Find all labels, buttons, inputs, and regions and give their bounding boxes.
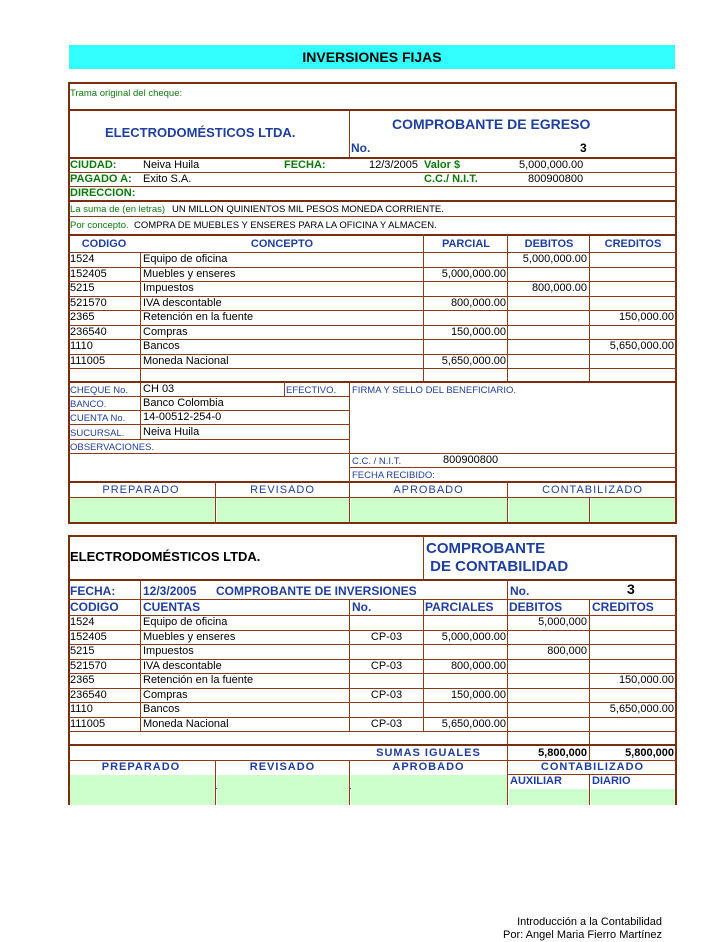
cell-credito: 5,650,000.00	[609, 703, 674, 715]
cell-parcial: 800,000.00	[450, 296, 506, 309]
contab-firma-diario-box	[591, 789, 675, 805]
cell-parcial: 150,000.00	[450, 688, 506, 701]
firma-label: FIRMA Y SELLO DEL BENEFICIARIO.	[352, 385, 517, 396]
col-concepto: CONCEPTO	[250, 238, 314, 250]
contab-col-parciales: PARCIALES	[425, 600, 494, 614]
cell-debito: 5,000,000	[538, 616, 587, 628]
cell-codigo: 5215	[70, 282, 95, 294]
cc2-value: 800900800	[443, 454, 499, 466]
suma-value: UN MILLON QUINIENTOS MIL PESOS MONEDA CORRIENTE.	[172, 204, 444, 215]
cc-label: C.C./ N.I.T.	[424, 173, 478, 185]
valor-value: 5,000,000.00	[519, 159, 584, 171]
cell-no: CP-03	[370, 630, 403, 643]
cell-codigo: 2365	[70, 311, 95, 323]
cell-codigo: 1524	[70, 616, 95, 628]
footer-line2: Por: Angel Maria Fierro Martínez	[503, 929, 662, 941]
col-codigo: CODIGO	[81, 238, 127, 250]
egreso-company: ELECTRODOMÉSTICOS LTDA.	[105, 125, 296, 140]
contab-no-label: No.	[510, 584, 530, 598]
contab-no-value: 3	[627, 581, 635, 597]
col-debitos: DEBITOS	[524, 238, 574, 250]
contab-preparado: PREPARADO	[101, 761, 181, 773]
cell-concepto: Equipo de oficina	[143, 253, 228, 265]
cell-parcial: 5,650,000.00	[441, 354, 506, 367]
firma-aprobado-box	[351, 498, 507, 522]
cell-codigo: 521570	[70, 659, 107, 672]
cell-codigo: 2365	[70, 674, 95, 686]
cell-codigo: 236540	[70, 325, 107, 338]
cuenta-value: 14-00512-254-0	[143, 411, 222, 423]
cell-debito: 800,000	[547, 645, 587, 657]
cell-debito: 800,000.00	[531, 282, 587, 294]
firma-contab-1-box	[509, 498, 589, 522]
cell-cuenta: Impuestos	[143, 645, 194, 657]
suma-label: La suma de (en letras)	[70, 204, 166, 215]
contab-fecha-value: 12/3/2005	[143, 584, 197, 598]
footer-line1: Introducción a la Contabilidad	[517, 916, 662, 928]
cuenta-label: CUENTA No.	[70, 413, 126, 424]
cell-credito: 150,000.00	[618, 674, 674, 686]
pagado-label: PAGADO A:	[70, 173, 132, 185]
contab-firma-aprobado-box	[351, 775, 507, 805]
egreso-doc-title: COMPROBANTE DE EGRESO	[392, 116, 591, 132]
cell-codigo: 152405	[70, 630, 107, 643]
trama-label: Trama original del cheque:	[70, 88, 183, 99]
cell-parcial: 5,000,000.00	[441, 630, 506, 643]
cell-concepto: IVA descontable	[143, 296, 222, 309]
col-parcial: PARCIAL	[441, 238, 491, 250]
sumas-credito: 5,800,000	[625, 747, 674, 759]
sumas-label: SUMAS IGUALES	[376, 747, 481, 759]
col-creditos: CREDITOS	[604, 238, 662, 250]
contab-doc-title-1: COMPROBANTE	[426, 540, 546, 557]
concepto-value: COMPRA DE MUEBLES Y ENSERES PARA LA OFICINA Y ALMACEN.	[134, 220, 437, 231]
cell-concepto: Moneda Nacional	[143, 354, 229, 367]
pagado-value: Exito S.A.	[143, 173, 192, 185]
contab-company: ELECTRODOMÉSTICOS LTDA.	[70, 549, 261, 564]
cell-no: CP-03	[370, 659, 403, 672]
cell-cuenta: Muebles y enseres	[143, 630, 236, 643]
cell-codigo: 1524	[70, 253, 95, 265]
concepto-label: Por concepto.	[70, 220, 129, 231]
contab-firma-revisado-box	[217, 775, 349, 805]
cell-cuenta: Retención en la fuente	[143, 674, 254, 686]
banco-label: BANCO.	[70, 399, 107, 410]
contab-revisado: REVISADO	[249, 761, 316, 773]
cell-cuenta: Moneda Nacional	[143, 717, 229, 730]
cell-no: CP-03	[370, 688, 403, 701]
cell-concepto: Compras	[143, 325, 188, 338]
cell-parcial: 5,000,000.00	[441, 267, 506, 280]
cell-codigo: 1110	[70, 340, 93, 352]
fecha-value: 12/3/2005	[369, 159, 418, 171]
cell-codigo: 5215	[70, 645, 95, 657]
observaciones-label: OBSERVACIONES.	[70, 442, 155, 453]
banco-value: Banco Colombia	[143, 397, 224, 409]
sumas-debito: 5,800,000	[538, 747, 587, 759]
fecha-label: FECHA:	[284, 159, 326, 171]
cheque-label: CHEQUE No.	[70, 385, 129, 396]
cell-debito: 5,000,000.00	[522, 253, 587, 265]
valor-label: Valor $	[424, 159, 461, 171]
cell-codigo: 236540	[70, 688, 107, 701]
cell-codigo: 152405	[70, 267, 107, 280]
cc2-label: C.C. / N.I.T.	[352, 456, 402, 467]
contab-contabilizado: CONTABILIZADO	[540, 761, 645, 773]
egreso-no-label: No.	[351, 141, 371, 155]
fecha-recibido-label: FECHA RECIBIDO:	[352, 470, 435, 481]
cell-parcial: 150,000.00	[450, 325, 506, 338]
cell-cuenta: IVA descontable	[143, 659, 222, 672]
contab-aprobado: APROBADO	[392, 761, 465, 773]
ciudad-value: Neiva Huila	[143, 159, 200, 171]
contab-comp-label: COMPROBANTE DE INVERSIONES	[216, 584, 417, 598]
egreso-revisado: REVISADO	[250, 484, 315, 496]
contab-col-creditos: CREDITOS	[592, 600, 654, 614]
contab-col-codigo: CODIGO	[70, 600, 119, 614]
egreso-contabilizado: CONTABILIZADO	[542, 484, 643, 496]
contab-col-no: No.	[352, 600, 372, 614]
cell-parcial: 5,650,000.00	[441, 717, 506, 730]
cheque-value: CH 03	[143, 383, 175, 395]
cell-codigo: 521570	[70, 296, 107, 309]
cell-cuenta: Compras	[143, 688, 188, 701]
firma-revisado-box	[217, 498, 349, 522]
contab-col-debitos: DEBITOS	[509, 600, 563, 614]
cell-concepto: Impuestos	[143, 282, 194, 294]
cell-concepto: Muebles y enseres	[143, 267, 236, 280]
egreso-aprobado: APROBADO	[393, 484, 464, 496]
firma-contab-2-box	[591, 498, 675, 522]
cell-credito: 150,000.00	[618, 311, 674, 323]
page-title: INVERSIONES FIJAS	[302, 49, 442, 65]
egreso-preparado: PREPARADO	[102, 484, 180, 496]
cell-codigo: 1110	[70, 703, 93, 715]
cc-value: 800900800	[528, 173, 584, 185]
sucursal-value: Neiva Huila	[143, 426, 200, 438]
egreso-no-value: 3	[580, 141, 587, 155]
ciudad-label: CIUDAD:	[70, 159, 117, 171]
cell-codigo: 111005	[70, 717, 106, 730]
contab-fecha-label: FECHA:	[70, 584, 116, 598]
cell-parcial: 800,000.00	[450, 659, 506, 672]
sucursal-label: SUCURSAL.	[70, 428, 125, 439]
contab-firma-auxiliar-box	[509, 789, 589, 805]
contab-auxiliar: AUXILIAR	[510, 775, 562, 787]
cell-concepto: Bancos	[143, 340, 180, 352]
firma-preparado-box	[70, 498, 215, 522]
cell-codigo: 111005	[70, 354, 106, 367]
contab-diario: DIARIO	[592, 775, 631, 787]
cell-no: CP-03	[370, 717, 403, 730]
direccion-label: DIRECCION:	[70, 187, 136, 199]
contab-doc-title-2: DE CONTABILIDAD	[426, 558, 569, 575]
cell-credito: 5,650,000.00	[609, 340, 674, 352]
contab-col-cuentas: CUENTAS	[143, 600, 201, 614]
contab-firma-preparado-box	[70, 775, 215, 805]
cell-cuenta: Equipo de oficina	[143, 616, 228, 628]
efectivo-label: EFECTIVO.	[286, 385, 337, 396]
cell-concepto: Retención en la fuente	[143, 311, 254, 323]
cell-cuenta: Bancos	[143, 703, 180, 715]
